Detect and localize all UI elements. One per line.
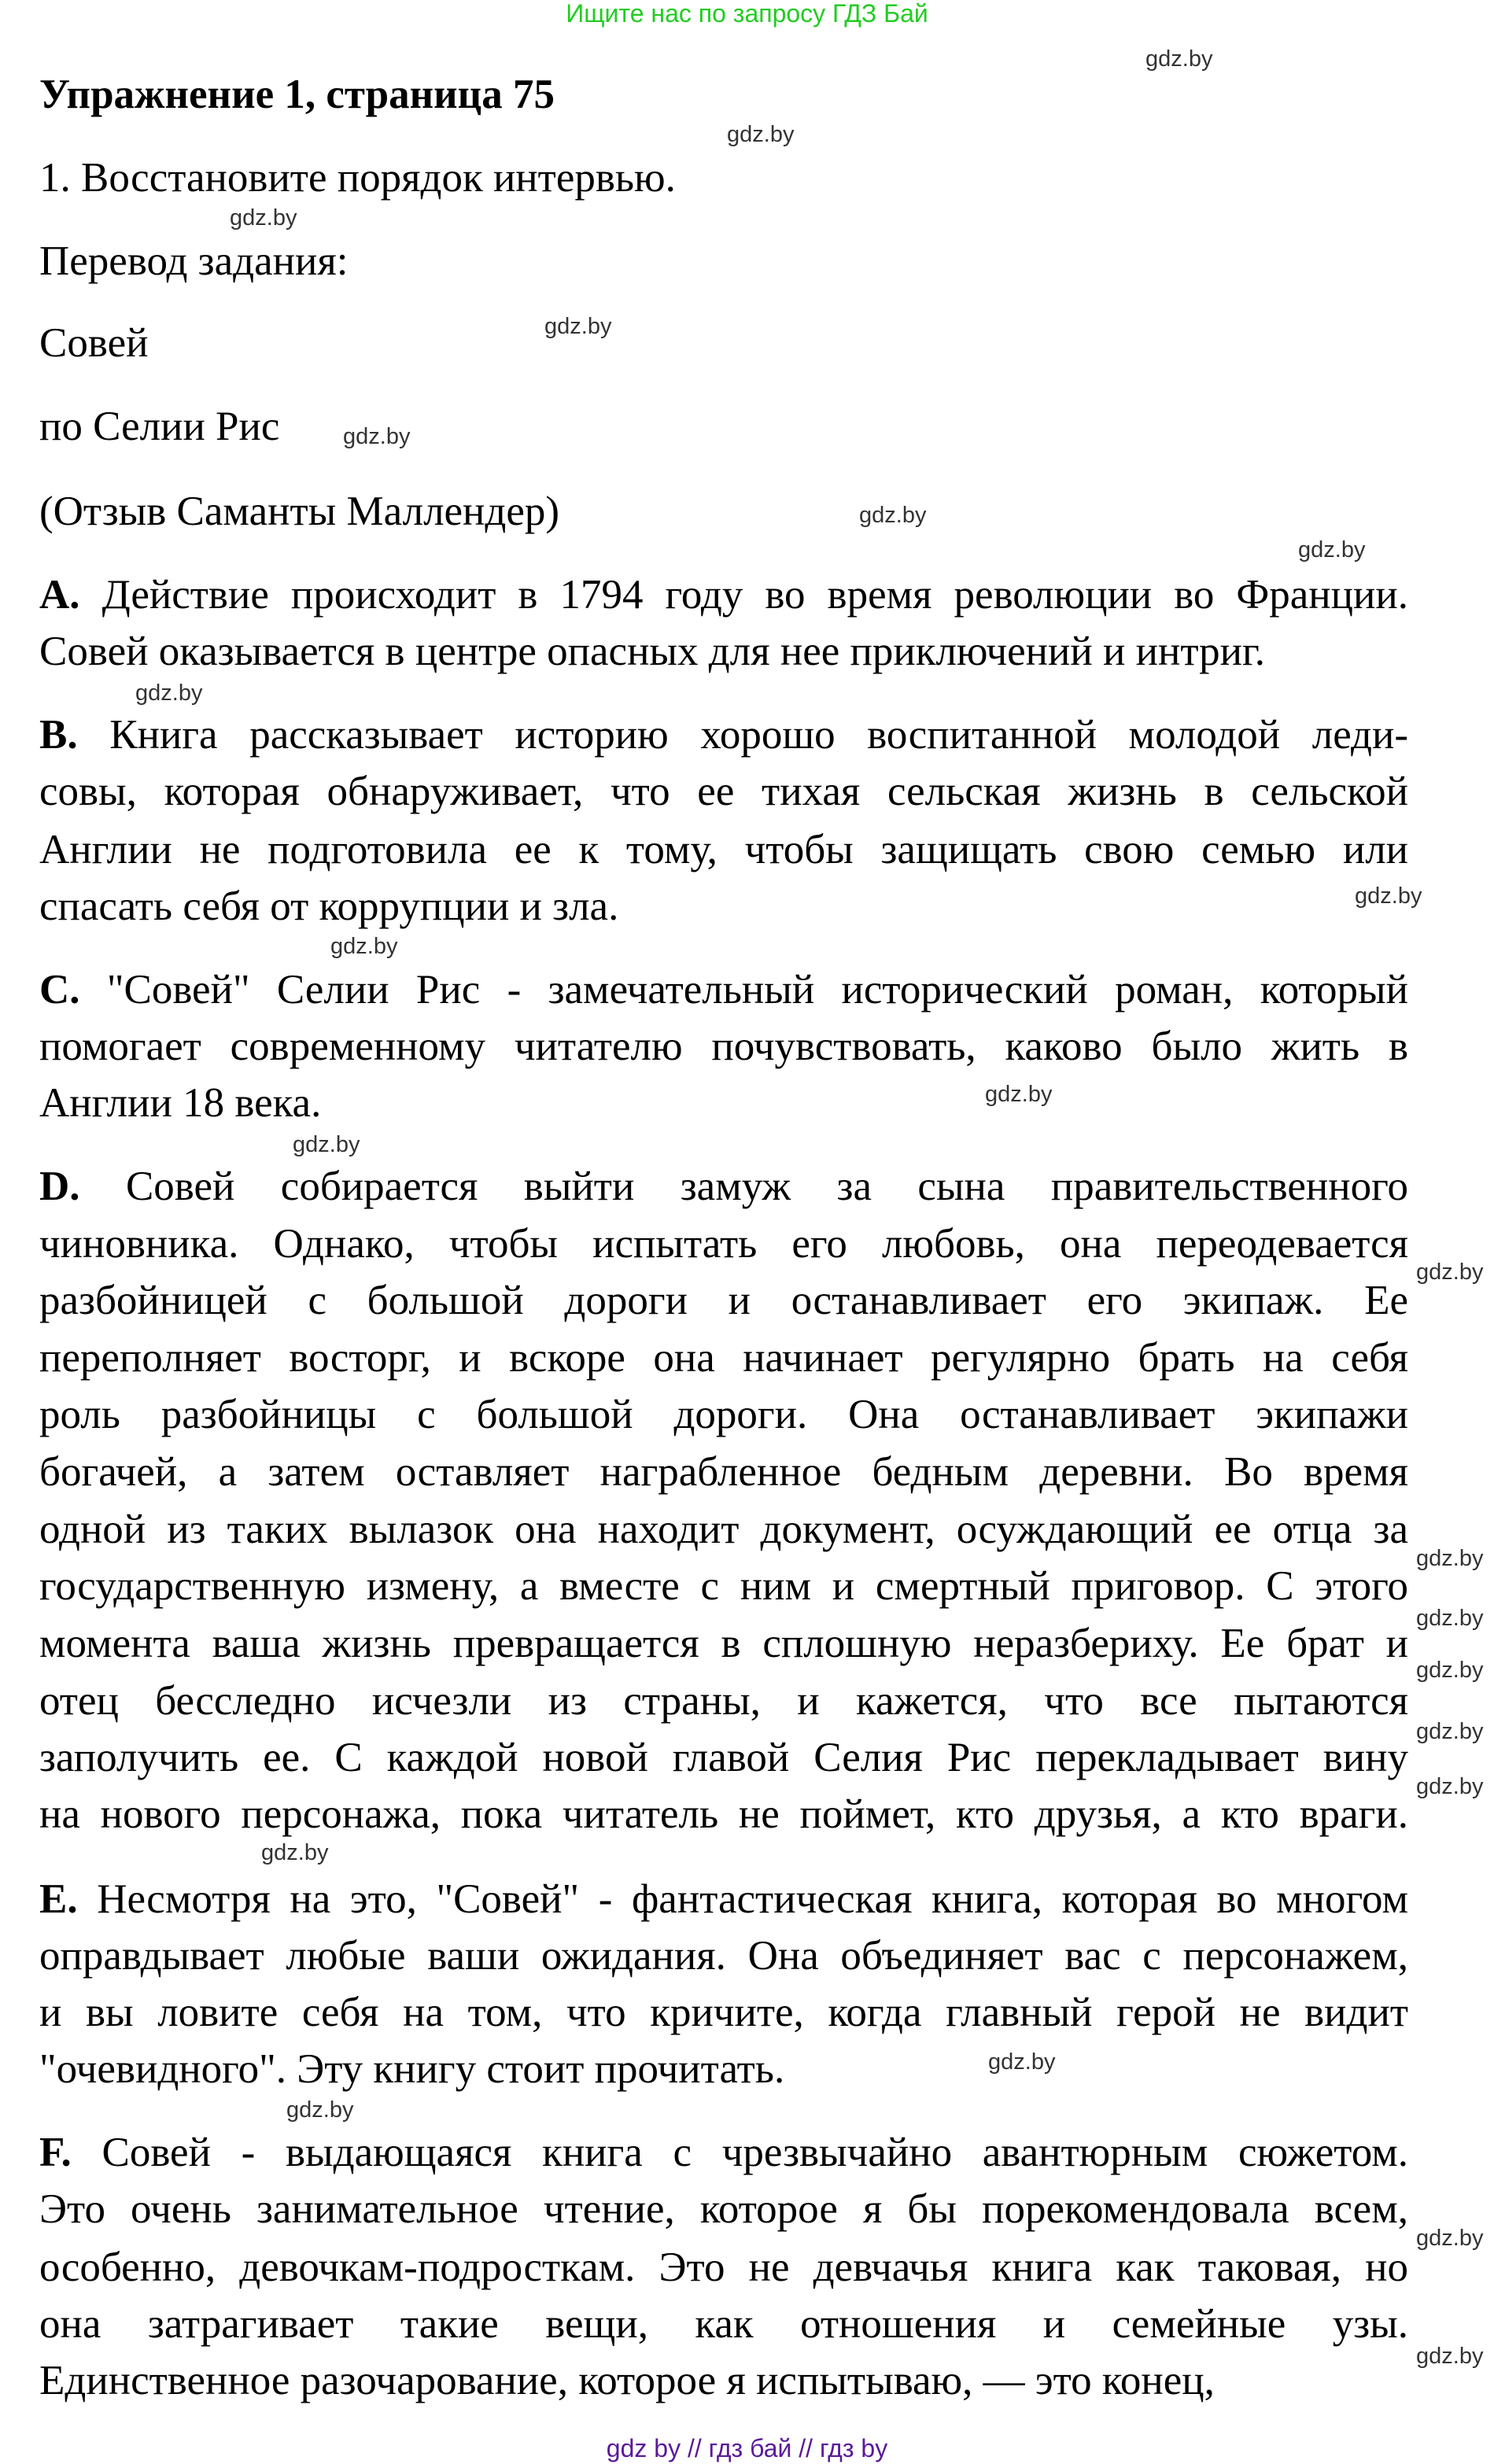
paragraph-line [39,821,1408,878]
watermark-text: gdz.by [330,934,398,959]
book-title: Совей [39,320,149,366]
paragraph-text: Совей оказывается в центре опасных для нее приключений и интриг. [39,629,1266,674]
paragraph-text: роль разбойницы с большой дороги. Она останавливает экипажи [39,1392,1408,1437]
paragraph-line [39,961,1408,1018]
paragraph-line [39,566,1408,623]
paragraph-text: Это очень занимательное чтение, которое я бы порекомендовала всем, [39,2186,1408,2232]
watermark-text: gdz.by [544,314,612,339]
paragraph-text: отец бесследно исчезли из страны, и кажется, что все пытаются [39,1678,1408,1724]
paragraph-line [39,623,1265,680]
paragraph-line [39,1501,1408,1558]
paragraph-text: Несмотря на это, "Совей" - фантастическая книга, которая во многом [97,1876,1408,1922]
paragraph-text: переполняет восторг, и вскоре она начинает регулярно брать на себя [39,1335,1408,1381]
watermark-text: gdz.by [1416,1606,1484,1631]
paragraph-text: совы, которая обнаруживает, что ее тихая сельская жизнь в сельской [39,769,1408,814]
watermark-text: gdz.by [286,2097,354,2123]
paragraph-text: Книга рассказывает историю хорошо воспитанной молодой леди- [109,712,1409,758]
paragraph-text: заполучить ее. С каждой новой главой Селия Рис перекладывает вину [39,1735,1408,1780]
paragraph-line [39,2041,784,2097]
search-banner[interactable]: Ищите нас по запросу ГДЗ Бай [566,0,928,28]
paragraph-line [39,1871,1408,1927]
book-author: по Селии Рис [39,404,280,449]
paragraph-line [39,1786,1408,1842]
paragraph-text: Совей - выдающаяся книга с чрезвычайно авантюрным сюжетом. [101,2130,1408,2175]
watermark-text: gdz.by [859,503,927,528]
paragraph-text: оправдывает любые ваши ожидания. Она объединяет вас с персонажем, [39,1933,1408,1979]
paragraph-label: E. [39,1876,78,1922]
watermark-text: gdz.by [1355,883,1422,909]
paragraph-text: Единственное разочарование, которое я испытываю, — это конец, [39,2358,1215,2403]
paragraph-text: чиновника. Однако, чтобы испытать его любовь, она переодевается [39,1221,1408,1267]
paragraph-text: богачей, а затем оставляет награбленное бедным деревни. Во время [39,1449,1408,1495]
paragraph-label: D. [39,1164,80,1209]
paragraph-line [39,1444,1408,1500]
paragraph-text: момента ваша жизнь превращается в сплошную неразбериху. Ее брат и [39,1621,1408,1666]
watermark-text: gdz.by [1416,2226,1484,2251]
watermark-text: gdz.by [343,424,411,449]
watermark-text: gdz.by [1416,1658,1484,1683]
paragraph-text: Англии 18 века. [39,1080,322,1126]
paragraph-text: особенно, девочкам-подросткам. Это не девчачья книга как таковая, но [39,2245,1408,2290]
paragraph-line [39,1272,1408,1329]
paragraph-label: F. [39,2130,72,2175]
paragraph-text: на нового персонажа, пока читатель не поймет, кто друзья, а кто враги. [39,1791,1408,1837]
paragraph-line [39,1018,1408,1075]
watermark-text: gdz.by [1416,1774,1484,1799]
paragraph-line [39,878,618,935]
paragraph-line [39,1386,1408,1443]
watermark-text: gdz.by [230,205,297,231]
watermark-text: gdz.by [1145,46,1213,72]
paragraph-line [39,2181,1408,2237]
watermark-text: gdz.by [293,1132,360,1157]
paragraph-text: помогает современному читателю почувствовать, каково было жить в [39,1024,1408,1069]
watermark-text: gdz.by [985,1082,1053,1107]
paragraph-label: C. [39,967,80,1013]
page-title: Упражнение 1, страница 75 [39,72,555,117]
paragraph-text: "очевидного". Эту книгу стоит прочитать. [39,2046,785,2092]
paragraph-line [39,2239,1408,2296]
paragraph-line [39,1158,1408,1215]
paragraph-text: одной из таких вылазок она находит документ, осуждающий ее отца за [39,1507,1408,1552]
paragraph-line [39,2124,1408,2181]
paragraph-text: государственную измену, а вместе с ним и смертный приговор. С этого [39,1563,1408,1609]
paragraph-line [39,1215,1408,1272]
watermark-text: gdz.by [1416,1260,1484,1285]
paragraph-line [39,1927,1408,1984]
watermark-text: gdz.by [988,2049,1056,2075]
paragraph-text: спасать себя от коррупции и зла. [39,883,619,929]
paragraph-label: A. [39,572,80,618]
paragraph-line [39,1984,1408,2041]
paragraph-line [39,2352,1215,2409]
watermark-text: gdz.by [1298,537,1366,563]
paragraph-line [39,1615,1408,1672]
paragraph-line [39,706,1408,763]
watermark-text: gdz.by [1416,1719,1484,1744]
paragraph-text: "Совей" Селии Рис - замечательный исторический роман, который [106,967,1408,1013]
paragraph-line [39,1729,1408,1786]
watermark-text: gdz.by [727,122,795,147]
paragraph-text: Совей собирается выйти замуж за сына правительственного [125,1164,1408,1209]
paragraph-label: B. [39,712,78,758]
paragraph-line [39,2296,1408,2352]
watermark-text: gdz.by [135,681,203,706]
paragraph-text: и вы ловите себя на том, что кричите, когда главный герой не видит [39,1990,1408,2035]
task-text: 1. Восстановите порядок интервью. [39,155,676,201]
review-author: (Отзыв Саманты Маллендер) [39,489,560,534]
paragraph-line [39,763,1408,820]
watermark-text: gdz.by [1416,2344,1484,2369]
paragraph-text: Действие происходит в 1794 году во время революции во Франции. [101,572,1408,618]
paragraph-line [39,1075,321,1131]
footer-links[interactable]: gdz by // гдз бай // гдз by [606,2434,888,2462]
paragraph-line [39,1330,1408,1386]
paragraph-text: разбойницей с большой дороги и останавливает его экипаж. Ее [39,1278,1408,1323]
watermark-text: gdz.by [1416,1546,1484,1571]
paragraph-text: она затрагивает такие вещи, как отношения и семейные узы. [39,2301,1408,2347]
translation-label: Перевод задания: [39,238,349,284]
paragraph-line [39,1673,1408,1729]
watermark-text: gdz.by [261,1840,329,1865]
paragraph-line [39,1558,1408,1614]
paragraph-text: Англии не подготовила ее к тому, чтобы защищать свою семью или [39,827,1408,872]
